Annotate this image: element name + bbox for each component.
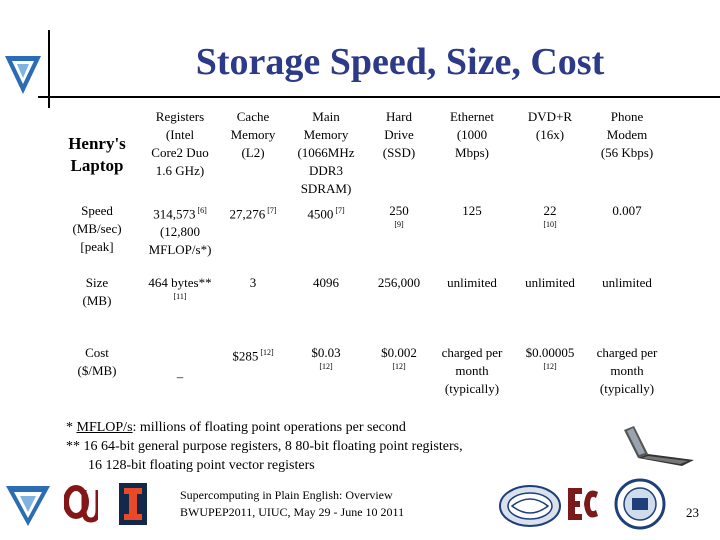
- column-header-line: (56 Kbps): [600, 145, 654, 160]
- cell-value-text: 250: [389, 203, 409, 218]
- cell-value-text: 125: [462, 203, 482, 218]
- table-cell: [140, 344, 220, 410]
- table-cell: [220, 274, 286, 344]
- cell-value: [142, 202, 218, 223]
- table-cell: [366, 274, 432, 344]
- cell-value-text: unlimited: [447, 275, 497, 290]
- column-header-line: Drive: [384, 127, 414, 142]
- cell-value-text: 464 bytes**: [148, 275, 212, 290]
- row-label-line: (MB): [82, 293, 112, 308]
- cell-value: [590, 274, 664, 292]
- col-header-phone-modem: [588, 108, 666, 202]
- table-cell: [286, 274, 366, 344]
- column-header-line: Phone: [610, 109, 644, 124]
- ec-logo-icon: [566, 484, 600, 524]
- reference-marker: [7]: [265, 206, 277, 215]
- cell-value: [368, 202, 430, 220]
- column-header-line: (SSD): [382, 145, 416, 160]
- table-cell: [432, 344, 512, 410]
- column-header-line: SDRAM): [300, 181, 352, 196]
- cell-value: [288, 274, 364, 292]
- laptop-icon: [618, 424, 698, 472]
- table-cell: [588, 202, 666, 274]
- row-label-line: (MB/sec): [72, 221, 122, 236]
- column-header-line: Mbps): [455, 145, 489, 160]
- reference-marker: [9]: [394, 220, 404, 229]
- column-header-line: Memory: [303, 127, 349, 142]
- reference-marker: [12]: [392, 362, 406, 371]
- cell-extra-line: MFLOP/s*): [148, 242, 212, 258]
- cell-value: [514, 202, 586, 220]
- col-header-main-memory: [286, 108, 366, 202]
- cell-value: [288, 344, 364, 362]
- footer-line-2: BWUPEP2011, UIUC, May 29 - June 10 2011: [180, 505, 405, 519]
- cell-value: [368, 274, 430, 292]
- cell-value: [434, 344, 510, 398]
- reference-marker: [10]: [543, 220, 557, 229]
- cell-value: [434, 202, 510, 220]
- column-header-line: Ethernet: [449, 109, 495, 124]
- table-cell: [432, 202, 512, 274]
- cell-value-text: 4096: [313, 275, 339, 290]
- cell-value-text: 256,000: [377, 275, 421, 290]
- reference-marker: [7]: [333, 206, 345, 215]
- column-header-line: (1000: [456, 127, 488, 142]
- seal-logo-icon: [614, 478, 666, 530]
- column-header-line: (16x): [535, 127, 565, 142]
- table-row: [54, 274, 666, 344]
- footnote-definition: : millions of floating point operations per second: [132, 420, 406, 435]
- table-cell: [286, 202, 366, 274]
- column-header-line: Modem: [606, 127, 648, 142]
- cell-value-text: unlimited: [525, 275, 575, 290]
- cell-value-text: charged per month (typically): [441, 345, 503, 396]
- column-header-line: Memory: [230, 127, 276, 142]
- footnote-mflops: [66, 418, 463, 437]
- cell-value-text: $0.00005: [525, 345, 575, 360]
- table-cell: [286, 344, 366, 410]
- table-cell: [512, 274, 588, 344]
- footer-line-1: Supercomputing in Plain English: Overview: [180, 488, 393, 502]
- cell-value-text: 22: [543, 203, 557, 218]
- cell-value: [434, 274, 510, 292]
- reference-marker: [11]: [173, 292, 187, 301]
- row-label-line: Cost: [85, 345, 109, 360]
- column-header-line: (1066MHz: [297, 145, 355, 160]
- footer: [180, 487, 404, 521]
- column-header-line: Cache: [236, 109, 270, 124]
- cell-value-text: 4500: [307, 206, 334, 222]
- oscer-triangle-icon: [3, 52, 43, 98]
- cell-value-text: $0.002: [381, 345, 417, 360]
- table-cell: [588, 344, 666, 410]
- col-header-ethernet: [432, 108, 512, 202]
- cell-value-text: $285: [232, 348, 259, 364]
- row-header-line: Henry's: [68, 134, 126, 153]
- cell-value-text: 3: [249, 275, 257, 290]
- row-label-cost: [54, 344, 140, 410]
- illinois-logo-icon: [118, 482, 148, 526]
- cell-value: [590, 202, 664, 220]
- cell-value: [142, 368, 218, 386]
- col-header-hard-drive: [366, 108, 432, 202]
- cell-value: [142, 274, 218, 292]
- cell-value: [222, 344, 284, 365]
- table-cell: [140, 274, 220, 344]
- row-header-line: Laptop: [70, 156, 124, 175]
- cell-value: [222, 274, 284, 292]
- row-label-size: [54, 274, 140, 344]
- footnote-term: MFLOP/s: [76, 420, 133, 435]
- table-cell: [140, 202, 220, 274]
- table-cell: [432, 274, 512, 344]
- table-row: [54, 344, 666, 410]
- page-number: 23: [686, 505, 699, 520]
- storage-table: [54, 108, 666, 410]
- table-row: [54, 202, 666, 274]
- reference-marker: [12]: [319, 362, 333, 371]
- header-row: [54, 108, 666, 202]
- column-header-line: Registers: [155, 109, 205, 124]
- footnote-registers-cont: 16 128-bit floating point vector registers: [88, 458, 315, 473]
- ccc-logo-icon: [498, 484, 562, 528]
- cell-value: [514, 274, 586, 292]
- column-header-line: (L2): [241, 145, 265, 160]
- reference-marker: [12]: [258, 348, 274, 357]
- footnote-marker: *: [66, 420, 77, 435]
- oscer-footer-logo-icon: [4, 480, 52, 528]
- cell-extra-line: (12,800: [159, 224, 201, 240]
- column-header-line: 1.6 GHz): [155, 163, 205, 178]
- table-cell: [366, 344, 432, 410]
- col-header-cache: [220, 108, 286, 202]
- row-label-line: [peak]: [80, 239, 114, 254]
- table-cell: [512, 202, 588, 274]
- row-label-line: ($/MB): [77, 363, 117, 378]
- cell-value: [368, 344, 430, 362]
- slide-title: Storage Speed, Size, Cost: [195, 41, 605, 83]
- table-cell: [366, 202, 432, 274]
- row-label-line: Speed: [81, 203, 113, 218]
- cell-value: [288, 202, 364, 223]
- cell-value-text: charged per month (typically): [596, 345, 658, 396]
- cell-value: [514, 344, 586, 362]
- cell-value-text: unlimited: [602, 275, 652, 290]
- table-cell: [512, 344, 588, 410]
- reference-marker: [6]: [195, 206, 207, 215]
- cell-value: [222, 202, 284, 223]
- footnotes: [66, 418, 463, 475]
- cell-value-text: 0.007: [612, 203, 642, 218]
- col-header-registers: [140, 108, 220, 202]
- row-label-speed: [54, 202, 140, 274]
- footnote-registers: ** 16 64-bit general purpose registers, 8 80-bit floating point registers,: [66, 439, 463, 454]
- ou-logo-icon: [64, 484, 98, 524]
- cell-value-text: 27,276: [229, 206, 266, 222]
- reference-marker: [12]: [543, 362, 557, 371]
- cell-value-text: –: [176, 369, 184, 384]
- row-label-line: Size: [85, 275, 109, 290]
- cell-value-text: $0.03: [311, 345, 341, 360]
- column-header-line: DDR3: [309, 163, 343, 178]
- column-header-line: (Intel: [165, 127, 195, 142]
- column-header-line: Core2 Duo: [151, 145, 209, 160]
- row-header-label: [54, 108, 140, 202]
- header-horizontal-rule: [38, 96, 720, 98]
- column-header-line: DVD+R: [527, 109, 573, 124]
- cell-value: [590, 344, 664, 398]
- column-header-line: Hard: [386, 109, 412, 124]
- column-header-line: Main: [312, 109, 340, 124]
- table-cell: [220, 344, 286, 410]
- table-cell: [220, 202, 286, 274]
- table-cell: [588, 274, 666, 344]
- col-header-dvd: [512, 108, 588, 202]
- cell-value-text: 314,573: [153, 206, 196, 222]
